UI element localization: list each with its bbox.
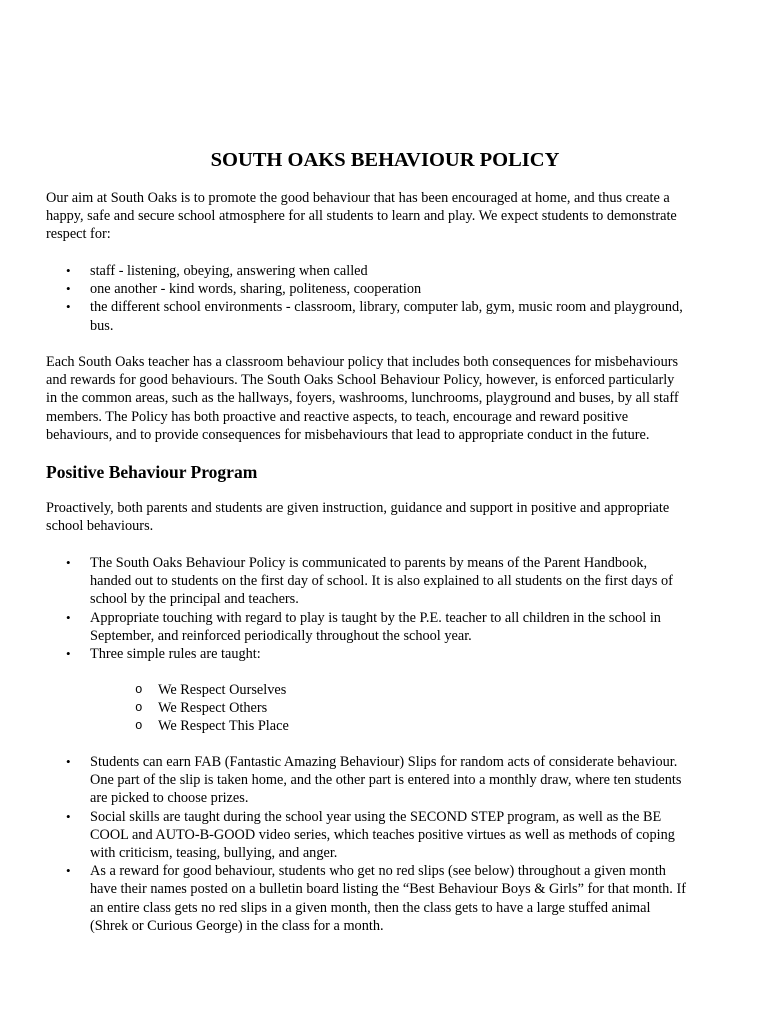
list-item-text: Three simple rules are taught: — [90, 646, 261, 663]
respect-list — [0, 262, 770, 335]
bullet-icon: • — [66, 609, 71, 625]
list-item-text: the different school environments - classroom, library, computer lab, gym, music room and playground, — [90, 299, 683, 316]
bullet-icon: • — [66, 263, 71, 278]
list-item-text: Appropriate touching with regard to play is taught by the P.E. teacher to all children in the school in — [90, 609, 661, 626]
list-item-text: are picked to choose prizes. — [90, 790, 249, 807]
text-line: Our aim at South Oaks is to promote the good behaviour that has been encouraged at home, and thus create a — [46, 190, 670, 206]
list-item-text: have their names posted on a bulletin board listing the “Best Behaviour Boys & Girls” for that month. If — [90, 881, 686, 898]
bullet-icon: • — [66, 299, 71, 315]
rules-sublist — [0, 681, 770, 736]
list-item-text: Students can earn FAB (Fantastic Amazing Behaviour) Slips for random acts of considerate behaviour. — [90, 754, 678, 770]
list-item-text: one another - kind words, sharing, politeness, cooperation — [90, 281, 422, 298]
proactive-paragraph — [46, 499, 736, 535]
bullet-icon: • — [66, 808, 71, 824]
program-list-b — [0, 753, 770, 935]
bullet-icon: • — [66, 754, 71, 769]
list-item-text: handed out to students on the first day of school. It is also explained to all students on the first days of — [90, 573, 673, 590]
bullet-icon: • — [66, 646, 71, 662]
text-line: respect for: — [46, 226, 111, 243]
list-item-text: an entire class gets no red slips in a given month, then the class gets to have a large stuffed animal — [90, 899, 651, 916]
text-line: and rewards for good behaviours. The South Oaks School Behaviour Policy, however, is enforced particularly — [46, 372, 675, 389]
list-item — [0, 862, 770, 935]
intro-paragraph — [46, 189, 736, 244]
circle-bullet-icon: o — [135, 719, 143, 734]
text-line: Each South Oaks teacher has a classroom behaviour policy that includes both consequences for misbehaviours — [46, 354, 679, 370]
sublist-item — [0, 717, 770, 735]
list-item-text: September, and reinforced periodically throughout the school year. — [90, 627, 472, 644]
text-line: school behaviours. — [46, 518, 154, 535]
circle-bullet-icon: o — [135, 683, 143, 697]
text-line: behaviours, and to provide consequences for misbehaviours that lead to appropriate conduct in the future. — [46, 426, 650, 443]
sublist-item — [0, 699, 770, 717]
program-list-a — [0, 554, 770, 663]
list-item-text: Social skills are taught during the school year using the SECOND STEP program, as well as the BE — [90, 808, 662, 825]
bullet-icon: • — [66, 863, 71, 879]
list-item — [0, 609, 770, 645]
list-item — [0, 554, 770, 609]
list-item-text: COOL and AUTO-B-GOOD video series, which teaches positive virtues as well as methods of coping — [90, 826, 675, 843]
text-line: Proactively, both parents and students are given instruction, guidance and support in positive and appropriate — [46, 500, 670, 516]
list-item — [0, 753, 770, 808]
list-item — [0, 280, 770, 298]
text-line: members. The Policy has both proactive and reactive aspects, to teach, encourage and reward positive — [46, 408, 629, 425]
circle-bullet-icon: o — [135, 701, 143, 716]
list-item — [0, 645, 770, 663]
list-item-text: The South Oaks Behaviour Policy is communicated to parents by means of the Parent Handbook, — [90, 555, 648, 571]
bullet-icon: • — [66, 281, 71, 297]
list-item-text: One part of the slip is taken home, and the other part is entered into a monthly draw, where ten students — [90, 772, 682, 789]
bullet-icon: • — [66, 555, 71, 570]
list-item — [0, 298, 770, 334]
sublist-item-text: We Respect Others — [158, 700, 268, 717]
text-line: in the common areas, such as the hallways, foyers, washrooms, lunchrooms, playground and buses, by all staff — [46, 390, 679, 407]
sublist-item — [0, 681, 770, 699]
list-item — [0, 262, 770, 280]
list-item-text: with criticism, teasing, bullying, and anger. — [90, 845, 338, 862]
sublist-item-text: We Respect This Place — [158, 718, 289, 735]
list-item-text: school by the principal and teachers. — [90, 591, 299, 608]
list-item — [0, 808, 770, 863]
policy-paragraph — [46, 353, 736, 444]
list-item-text: As a reward for good behaviour, students who get no red slips (see below) throughout a given month — [90, 863, 666, 880]
section-heading: Positive Behaviour Program — [46, 462, 258, 482]
text-line: happy, safe and secure school atmosphere for all students to learn and play. We expect students to demonstrate — [46, 208, 677, 225]
list-item-text: bus. — [90, 317, 114, 334]
page-title: SOUTH OAKS BEHAVIOUR POLICY — [210, 149, 560, 171]
list-item-text: (Shrek or Curious George) in the class for a month. — [90, 917, 384, 934]
list-item-text: staff - listening, obeying, answering when called — [90, 263, 368, 279]
sublist-item-text: We Respect Ourselves — [158, 682, 287, 698]
